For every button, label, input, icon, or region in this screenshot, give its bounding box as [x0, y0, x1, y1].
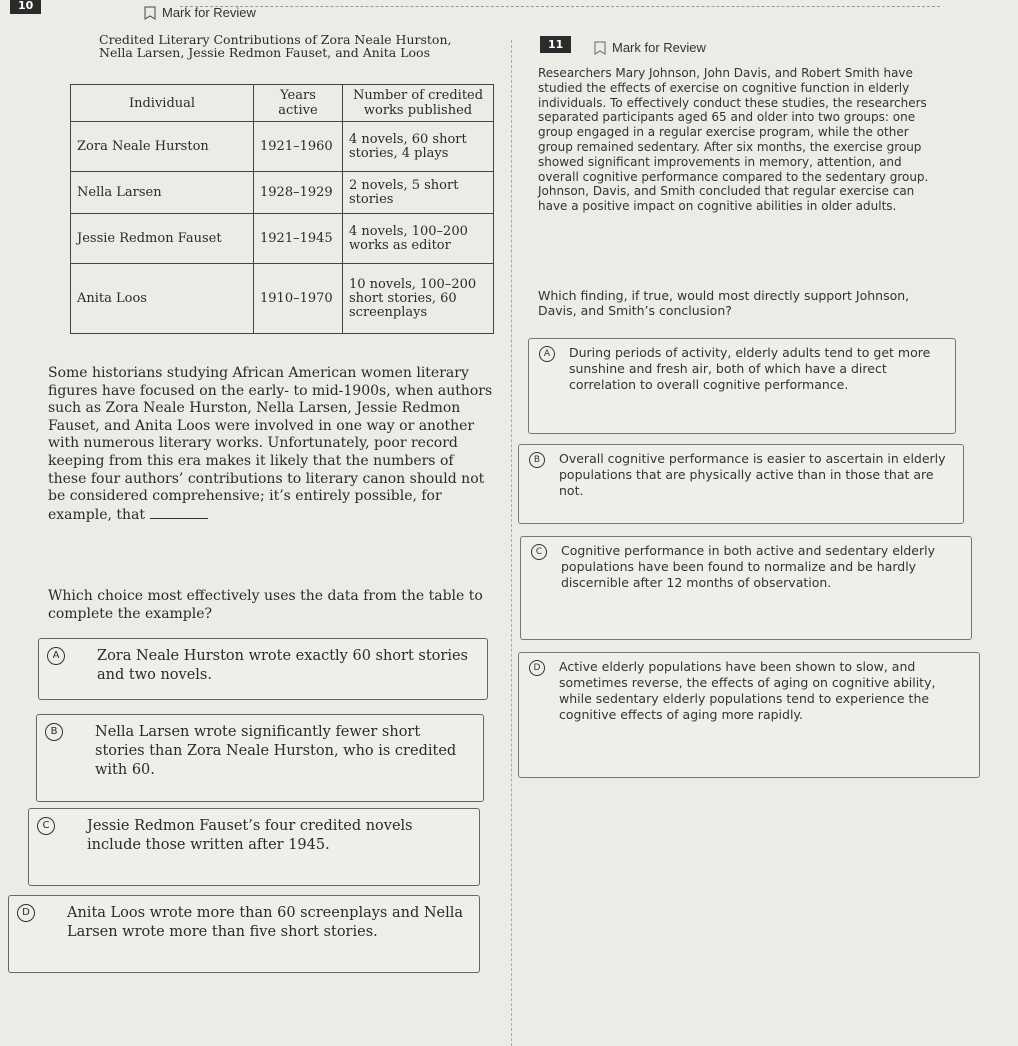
choice-letter: C — [37, 817, 55, 835]
choice-letter: C — [531, 544, 547, 560]
table-cell: 1928–1929 — [254, 172, 343, 214]
mark-for-review-toggle[interactable] — [594, 40, 706, 55]
table-cell: Jessie Redmon Fauset — [71, 214, 254, 264]
passage-text: Some historians studying African American women literary figures have focused on the early- to mid-1900s, when authors such as Zora Neale Hurston, Nella Larsen, Jessie Redmon Fauset, and Anita Loos were involved in one way or another with numerous literary works. Unfortunately, poor record keeping from this era makes it likely that the numbers of these four authors’ contributions to literary canon should not be considered comprehensive; it’s entirely possible, for example, that — [48, 365, 493, 523]
choice-text: Overall cognitive performance is easier to ascertain in elderly populations that are physically active than in those that are not. — [559, 451, 946, 498]
question-passage: Researchers Mary Johnson, John Davis, and Robert Smith have studied the effects of exercise on cognitive function in elderly individuals. To effectively conduct these studies, the researchers separated participants aged 65 and older into two groups: one group engaged in a regular exercise program, while the other group remained sedentary. After six months, the exercise group showed significant improvements in memory, attention, and overall cognitive performance compared to the sedentary group. Johnson, Davis, and Smith concluded that regular exercise can have a positive impact on cognitive abilities in older adults. — [538, 66, 929, 214]
top-divider — [180, 6, 940, 7]
choice-text: Cognitive performance in both active and sedentary elderly populations have been found to normalize and be hardly discernible after 12 months of observation. — [561, 543, 935, 590]
column-divider — [511, 40, 512, 1046]
answer-choice-b[interactable] — [36, 714, 484, 802]
table-caption — [99, 33, 519, 59]
choice-letter: D — [529, 660, 545, 676]
table-cell: 4 novels, 100–200 works as editor — [343, 214, 494, 264]
answer-choice-b[interactable] — [518, 444, 964, 524]
answer-blank — [150, 506, 208, 519]
caption-line-2: Nella Larsen, Jessie Redmon Fauset, and Anita Loos — [99, 45, 430, 60]
bookmark-icon — [144, 6, 156, 20]
table-header-row — [71, 85, 494, 122]
question-prompt: Which finding, if true, would most directly support Johnson, Davis, and Smith’s conclusion? — [538, 288, 910, 318]
question-prompt: Which choice most effectively uses the data from the table to complete the example? — [48, 588, 483, 622]
data-table — [70, 84, 494, 334]
bookmark-icon — [594, 41, 606, 55]
answer-choice-c[interactable] — [520, 536, 972, 640]
table-row — [71, 214, 494, 264]
table-cell: 10 novels, 100–200 short stories, 60 screenplays — [343, 264, 494, 334]
choice-letter: B — [45, 723, 63, 741]
table-cell: 1910–1970 — [254, 264, 343, 334]
choice-letter: D — [17, 904, 35, 922]
table-cell: 1921–1960 — [254, 122, 343, 172]
mark-for-review-label: Mark for Review — [612, 40, 706, 55]
answer-choice-d[interactable] — [518, 652, 980, 778]
answer-choice-d[interactable] — [8, 895, 480, 973]
column-header: Individual — [71, 85, 254, 122]
answer-choice-c[interactable] — [28, 808, 480, 886]
table-cell: 1921–1945 — [254, 214, 343, 264]
column-header: Years active — [254, 85, 343, 122]
choice-text: Anita Loos wrote more than 60 screenplays and Nella Larsen wrote more than five short stories. — [67, 905, 464, 940]
table-cell: Zora Neale Hurston — [71, 122, 254, 172]
answer-choice-a[interactable] — [38, 638, 488, 700]
mark-for-review-toggle[interactable] — [144, 5, 256, 20]
caption-line-1: Credited Literary Contributions of Zora Neale Hurston, — [99, 32, 452, 47]
choice-letter: B — [529, 452, 545, 468]
choice-text: Jessie Redmon Fauset’s four credited novels include those written after 1945. — [87, 818, 413, 853]
column-header: Number of credited works published — [343, 85, 494, 122]
table-cell: 2 novels, 5 short stories — [343, 172, 494, 214]
choice-text: Zora Neale Hurston wrote exactly 60 short stories and two novels. — [97, 648, 468, 683]
choice-text: Active elderly populations have been shown to slow, and sometimes reverse, the effects of aging on cognitive ability, while sedentary elderly populations tend to experience the cognitive effects of aging more rapidly. — [559, 659, 936, 722]
table-row — [71, 172, 494, 214]
table-cell: Anita Loos — [71, 264, 254, 334]
choice-text: During periods of activity, elderly adults tend to get more sunshine and fresh air, both of which have a direct correlation to overall cognitive performance. — [569, 345, 931, 392]
table-row — [71, 122, 494, 172]
question-passage — [48, 365, 494, 524]
choice-letter: A — [47, 647, 65, 665]
question-number: 11 — [540, 36, 571, 53]
choice-letter: A — [539, 346, 555, 362]
mark-for-review-label: Mark for Review — [162, 5, 256, 20]
table-cell: 4 novels, 60 short stories, 4 plays — [343, 122, 494, 172]
table-row — [71, 264, 494, 334]
choice-text: Nella Larsen wrote significantly fewer short stories than Zora Neale Hurston, who is credited with 60. — [95, 724, 457, 778]
table-cell: Nella Larsen — [71, 172, 254, 214]
question-number: 10 — [10, 0, 41, 14]
answer-choice-a[interactable] — [528, 338, 956, 434]
